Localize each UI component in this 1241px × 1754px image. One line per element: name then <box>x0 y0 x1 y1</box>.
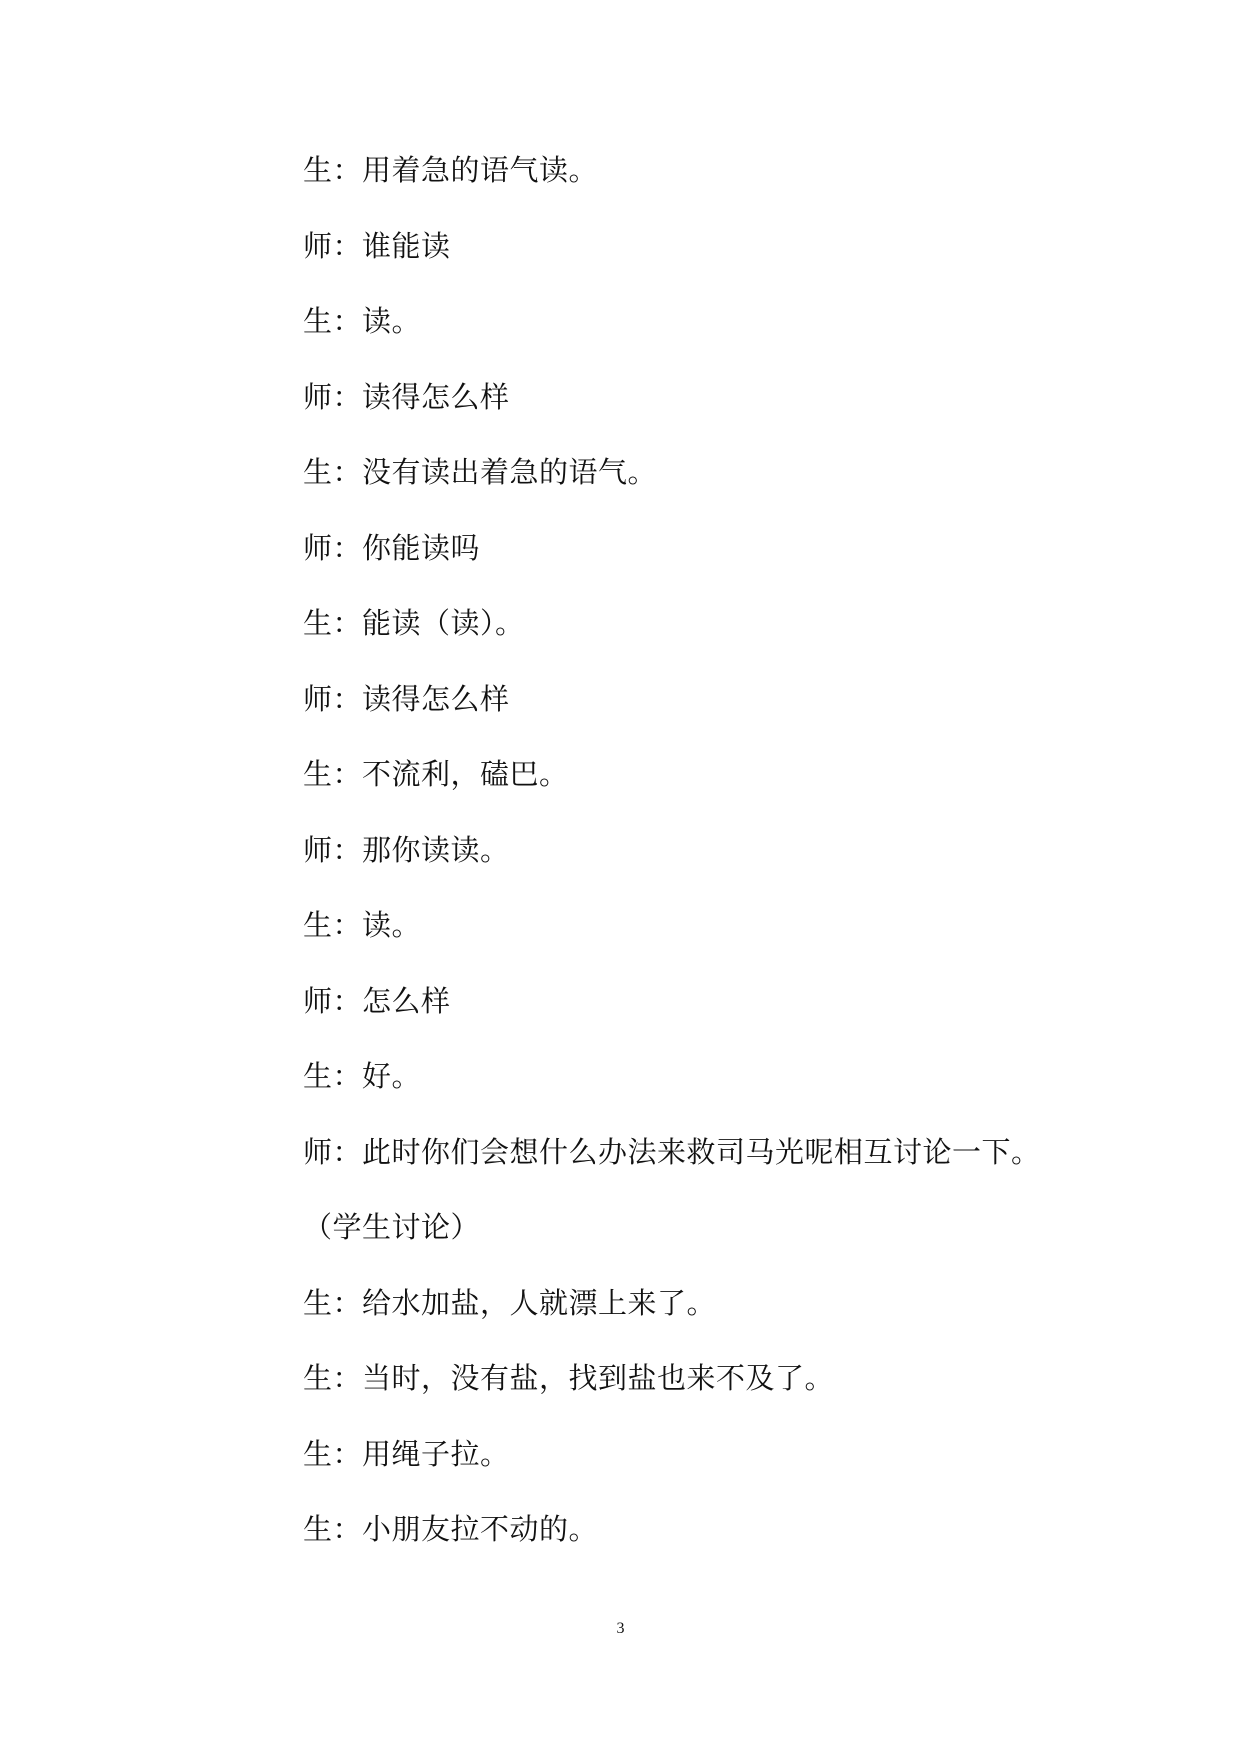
dialogue-line: 师：读得怎么样 <box>303 379 510 414</box>
dialogue-line: （学生讨论） <box>303 1210 481 1244</box>
dialogue-line: 生：读。 <box>303 304 422 338</box>
dialogue-line: 生：读。 <box>303 908 422 942</box>
dialogue-line: 师：你能读吗 <box>303 530 481 565</box>
dialogue-line: 师：怎么样 <box>303 983 451 1018</box>
dialogue-line: 生：好。 <box>303 1059 422 1093</box>
dialogue-line: 生：当时，没有盐，找到盐也来不及了。 <box>303 1361 835 1395</box>
dialogue-line: 生：小朋友拉不动的。 <box>303 1512 599 1546</box>
dialogue-line: 生：不流利，磕巴。 <box>303 757 569 791</box>
page-number: 3 <box>616 1620 625 1637</box>
dialogue-line: 生：给水加盐，人就漂上来了。 <box>303 1285 717 1320</box>
dialogue-line: 师：此时你们会想什么办法来救司马光呢相互讨论一下。 <box>303 1134 1041 1169</box>
dialogue-line: 生：能读（读）。 <box>303 606 525 640</box>
dialogue-line: 师：谁能读 <box>303 228 451 263</box>
dialogue-line: 生：没有读出着急的语气。 <box>303 455 658 489</box>
dialogue-line: 师：那你读读。 <box>303 832 510 867</box>
dialogue-line: 生：用绳子拉。 <box>303 1436 510 1471</box>
dialogue-line: 生：用着急的语气读。 <box>303 153 599 187</box>
dialogue-line: 师：读得怎么样 <box>303 681 510 716</box>
dialogue-lines <box>303 148 1063 1583</box>
